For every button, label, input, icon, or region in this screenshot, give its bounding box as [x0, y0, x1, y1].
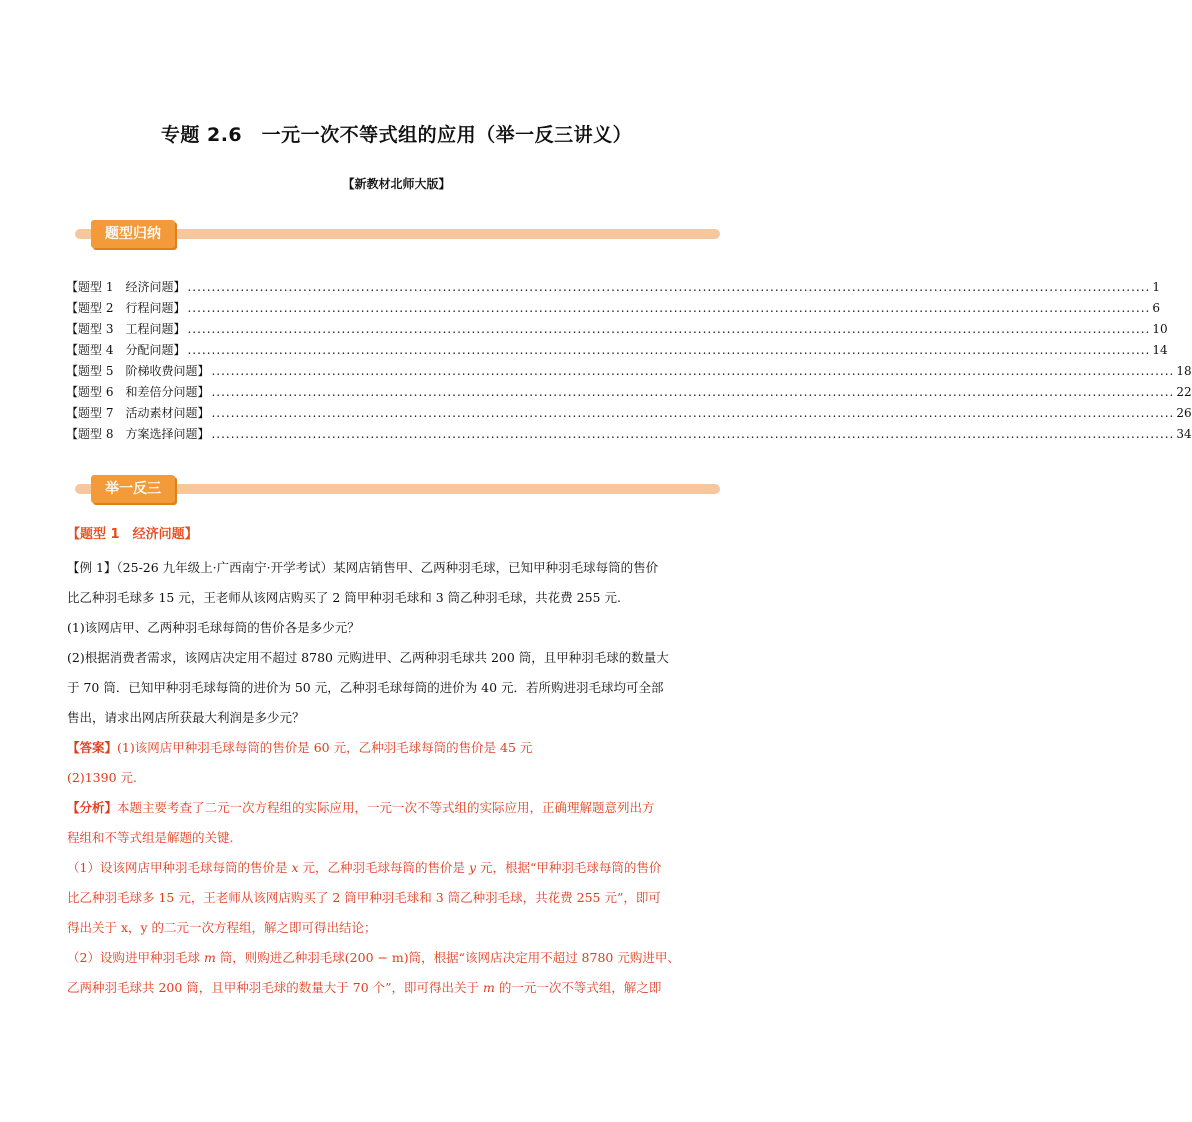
- text-segment: 元，乙种羽毛球每筒的售价是: [298, 860, 469, 875]
- banner-examples: [75, 475, 720, 503]
- math-var: y: [468, 860, 477, 875]
- toc-entry[interactable]: [66, 403, 1192, 424]
- toc-entry[interactable]: [66, 424, 1192, 445]
- table-of-contents: [66, 277, 1192, 445]
- analysis-step-1-cont: 比乙种羽毛球多 15 元，王老师从该网店购买了 2 筒甲种羽毛球和 3 筒乙种羽毛球，共花费 255 元”，即可: [67, 890, 661, 905]
- section-heading: 【题型 1 经济问题】: [67, 527, 198, 542]
- analysis-step-2-cont: [67, 973, 725, 1003]
- toc-label: 【题型 4 分配问题】: [66, 343, 186, 357]
- math-var: m: [483, 980, 495, 995]
- toc-label: 【题型 8 方案选择问题】: [66, 427, 210, 441]
- toc-leader: ........................................................................................................................................................................................................: [187, 322, 1151, 336]
- question-2-cont: 售出，请求出网店所获最大利润是多少元？: [67, 710, 305, 725]
- analysis-line: 程组和不等式组是解题的关键.: [67, 830, 234, 845]
- toc-label: 【题型 1 经济问题】: [66, 280, 186, 294]
- text-segment: 元，根据“甲种羽毛球每筒的售价: [476, 860, 662, 875]
- toc-page-number: 1: [1152, 280, 1160, 294]
- text-segment: （1）设该网店甲种羽毛球每筒的售价是: [67, 860, 292, 875]
- toc-leader: ........................................................................................................................................................................................................: [211, 406, 1175, 420]
- toc-page-number: 34: [1176, 427, 1192, 441]
- toc-label: 【题型 6 和差倍分问题】: [66, 385, 210, 399]
- analysis-step-1-cont: 得出关于 x，y 的二元一次方程组，解之即可得出结论；: [67, 920, 377, 935]
- example-line: 【例 1】（25-26 九年级上·广西南宁·开学考试）某网店销售甲、乙两种羽毛球，已知甲种羽毛球每筒的售价: [67, 560, 659, 575]
- toc-page-number: 6: [1152, 301, 1160, 315]
- toc-label: 【题型 3 工程问题】: [66, 322, 186, 336]
- toc-page-number: 22: [1176, 385, 1192, 399]
- toc-entry[interactable]: [66, 361, 1192, 382]
- analysis-step-1: [67, 853, 725, 883]
- toc-leader: ........................................................................................................................................................................................................: [211, 364, 1175, 378]
- toc-entry[interactable]: [66, 340, 1168, 361]
- toc-page-number: 26: [1176, 406, 1192, 420]
- toc-leader: ........................................................................................................................................................................................................: [187, 343, 1151, 357]
- banner-tag: 举一反三: [91, 475, 175, 503]
- text-segment: 筒，根据“该网店决定用不超过 8780 元购进甲、: [408, 950, 680, 965]
- text-segment: 的一元一次不等式组，解之即: [494, 980, 662, 995]
- analysis-tag: 【分析】: [67, 800, 118, 815]
- math-var: m: [203, 950, 216, 965]
- toc-entry[interactable]: [66, 277, 1160, 298]
- toc-entry[interactable]: [66, 382, 1192, 403]
- analysis-text: 本题主要考查了二元一次方程组的实际应用，一元一次不等式组的实际应用，正确理解题意列出方: [117, 800, 655, 815]
- analysis-step-2: [67, 943, 725, 973]
- question-1: (1)该网店甲、乙两种羽毛球每筒的售价各是多少元？: [67, 620, 360, 635]
- toc-page-number: 14: [1152, 343, 1168, 357]
- toc-label: 【题型 2 行程问题】: [66, 301, 186, 315]
- banner-tag: 题型归纳: [91, 220, 175, 248]
- toc-entry[interactable]: [66, 319, 1168, 340]
- answer-tag: 【答案】: [67, 740, 118, 755]
- toc-leader: ........................................................................................................................................................................................................: [187, 280, 1151, 294]
- toc-leader: ........................................................................................................................................................................................................: [211, 385, 1175, 399]
- toc-label: 【题型 7 活动素材问题】: [66, 406, 210, 420]
- math-var: x: [291, 860, 299, 875]
- toc-page-number: 10: [1152, 322, 1168, 336]
- answer-line: (2)1390 元.: [67, 770, 137, 785]
- page-title: 专题 2.6 一元一次不等式组的应用（举一反三讲义）: [160, 124, 633, 146]
- banner-question-types: [75, 220, 720, 248]
- toc-page-number: 18: [1176, 364, 1192, 378]
- answer-text: (1)该网店甲种羽毛球每筒的售价是 60 元，乙种羽毛球每筒的售价是 45 元: [117, 740, 533, 755]
- text-segment: 乙两种羽毛球共 200 筒，且甲种羽毛球的数量大于 70 个”，即可得出关于: [67, 980, 484, 995]
- toc-label: 【题型 5 阶梯收费问题】: [66, 364, 210, 378]
- question-2: (2)根据消费者需求，该网店决定用不超过 8780 元购进甲、乙两种羽毛球共 200 筒，且甲种羽毛球的数量大: [67, 650, 669, 665]
- toc-leader: ........................................................................................................................................................................................................: [187, 301, 1151, 315]
- answer-line: [67, 733, 725, 763]
- text-segment: （2）设购进甲种羽毛球: [67, 950, 204, 965]
- example-line: 比乙种羽毛球多 15 元，王老师从该网店购买了 2 筒甲种羽毛球和 3 筒乙种羽毛球，共花费 255 元.: [67, 590, 621, 605]
- example-body: [67, 553, 725, 1003]
- toc-leader: ........................................................................................................................................................................................................: [211, 427, 1175, 441]
- edition-subtitle: 【新教材北师大版】: [342, 177, 451, 191]
- toc-entry[interactable]: [66, 298, 1160, 319]
- math-expression: (200 − m): [344, 950, 409, 965]
- analysis-line: [67, 793, 725, 823]
- question-2-cont: 于 70 筒．已知甲种羽毛球每筒的进价为 50 元，乙种羽毛球每筒的进价为 40 元．若所购进羽毛球均可全部: [67, 680, 664, 695]
- text-segment: 筒，则购进乙种羽毛球: [215, 950, 345, 965]
